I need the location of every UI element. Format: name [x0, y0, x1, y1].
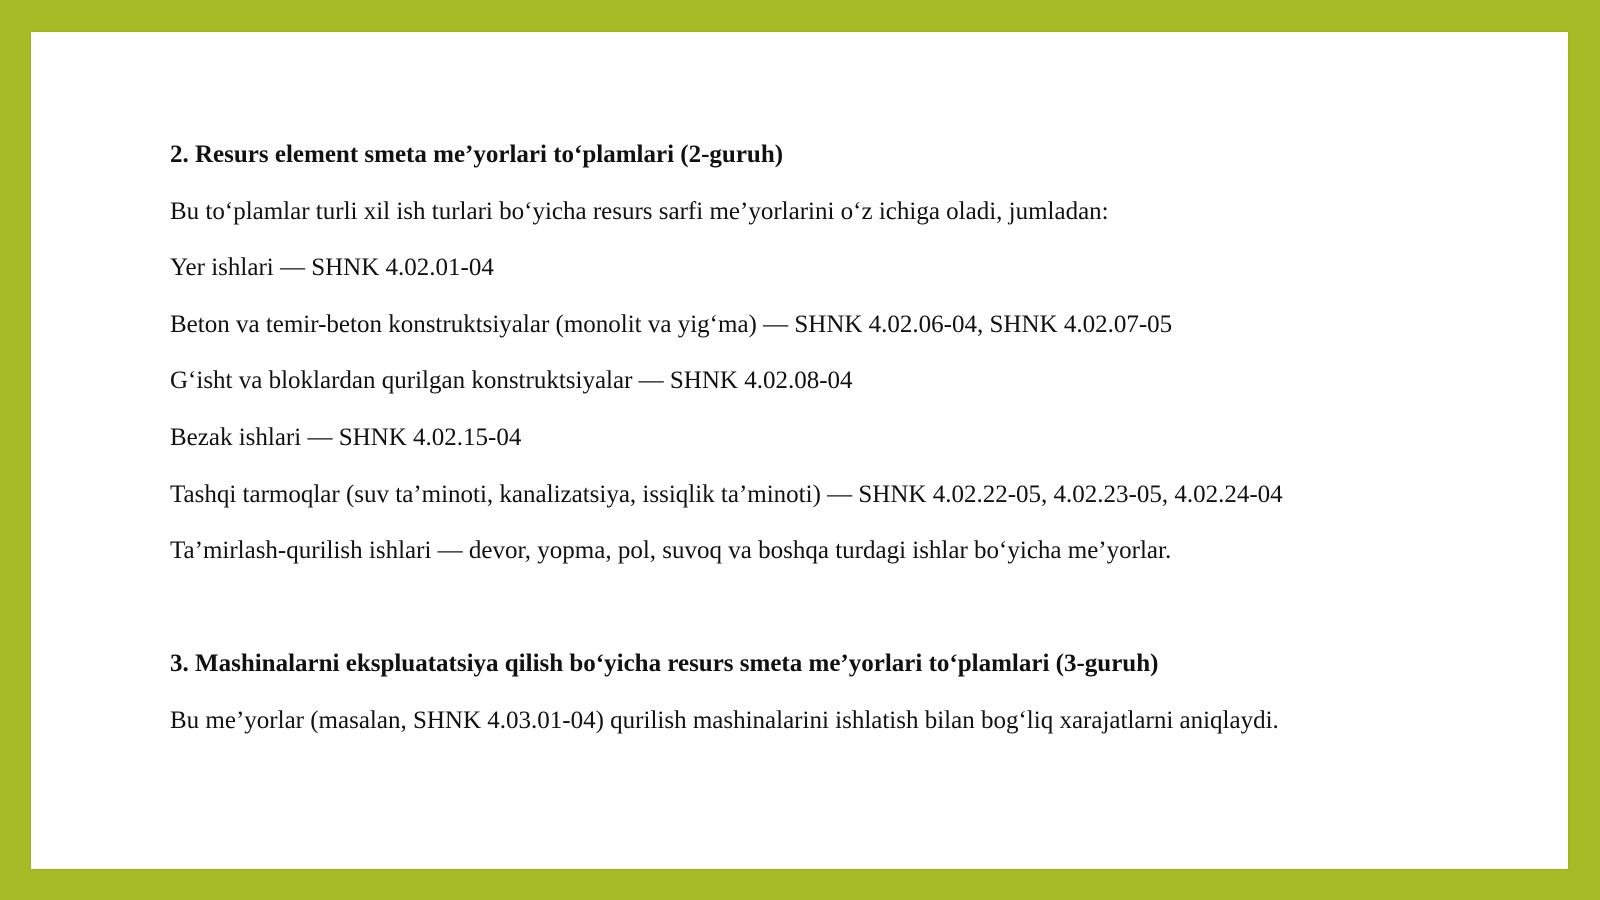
section-2-item-repair: Ta’mirlash-qurilish ishlari — devor, yopma, pol, suvoq va boshqa turdagi ishlar bo‘yicha me’yorlar.: [170, 537, 1172, 565]
section-2-item-external-networks: Tashqi tarmoqlar (suv ta’minoti, kanalizatsiya, issiqlik ta’minoti) — SHNK 4.02.22-05, 4.02.23-05, 4.02.24-04: [170, 480, 1283, 508]
section-3-heading: 3. Mashinalarni ekspluatatsiya qilish bo‘yicha resurs smeta me’yorlari to‘plamlari (3-guruh): [170, 650, 1159, 678]
section-2-heading: 2. Resurs element smeta me’yorlari to‘plamlari (2-guruh): [170, 141, 784, 168]
section-2-item-brick: G‘isht va bloklardan qurilgan konstruktsiyalar — SHNK 4.02.08-04: [170, 367, 853, 395]
section-2-intro: Bu to‘plamlar turli xil ish turlari bo‘yicha resurs sarfi me’yorlarini o‘z ichiga oladi, jumladan:: [170, 197, 1109, 225]
slide-content: [170, 127, 1470, 750]
section-2-item-concrete: Beton va temir-beton konstruktsiyalar (monolit va yig‘ma) — SHNK 4.02.06-04, SHNK 4.02.07-05: [170, 310, 1173, 338]
section-3-text: Bu me’yorlar (masalan, SHNK 4.03.01-04) qurilish mashinalarini ishlatish bilan bog‘liq xarajatlarni aniqlaydi.: [170, 706, 1279, 734]
section-spacer: [170, 580, 1470, 637]
slide: [31, 32, 1568, 869]
section-2-item-earthworks: Yer ishlari — SHNK 4.02.01-04: [170, 254, 494, 282]
section-2-item-finishing: Bezak ishlari — SHNK 4.02.15-04: [170, 423, 522, 451]
